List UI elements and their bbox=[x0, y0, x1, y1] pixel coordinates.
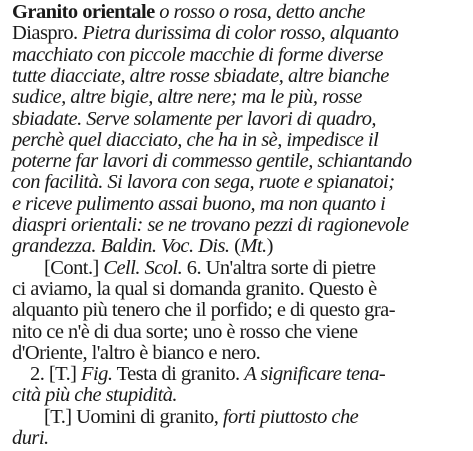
text-segment: ci aviamo, la qual si domanda granito. Questo è bbox=[12, 277, 377, 300]
text-segment: con facilità. Si lavora con sega, ruote e spianatoi; bbox=[12, 171, 395, 194]
text-segment: forti piuttosto che bbox=[222, 405, 359, 428]
text-segment: perchè quel diacciato, che ha in sè, impedisce il bbox=[12, 128, 379, 151]
text-line bbox=[12, 87, 362, 108]
text-line bbox=[12, 194, 385, 215]
text-segment: 6. Un'altra sorte di pietre bbox=[182, 256, 376, 279]
text-segment: ( bbox=[234, 235, 241, 258]
text-line bbox=[12, 66, 389, 87]
text-line bbox=[12, 2, 365, 23]
text-segment: Cell. Scol. bbox=[103, 256, 183, 279]
text-segment: sbiadate. Serve solamente per lavori di quadro, bbox=[12, 107, 376, 130]
text-line bbox=[12, 45, 383, 66]
text-segment: alquanto più tenero che il porfido; e di questo gra- bbox=[12, 299, 395, 322]
text-segment: Pietra durissima di color rosso, alquanto bbox=[82, 22, 399, 45]
text-segment: 2. [T.] bbox=[30, 363, 82, 386]
text-segment: diaspri orientali: se ne trovano pezzi di ragionevole bbox=[12, 214, 409, 236]
text-line bbox=[12, 343, 260, 364]
text-line bbox=[12, 279, 377, 300]
text-segment: Diaspro. bbox=[12, 22, 83, 45]
text-segment: , bbox=[266, 1, 276, 23]
text-line bbox=[12, 151, 412, 172]
text-segment: o rosso o rosa bbox=[154, 1, 267, 23]
text-segment: d'Oriente, l'altro è bianco e nero. bbox=[12, 341, 261, 364]
text-segment: [Cont.] bbox=[44, 256, 104, 279]
text-segment: Fig. bbox=[81, 363, 113, 386]
text-segment: detto anche bbox=[275, 1, 365, 23]
text-line bbox=[12, 23, 398, 44]
text-line bbox=[12, 172, 394, 193]
text-line bbox=[12, 428, 49, 449]
text-segment: Uomini di granito, bbox=[76, 405, 223, 428]
text-line bbox=[12, 322, 358, 343]
text-line bbox=[12, 130, 378, 151]
text-line bbox=[44, 407, 358, 428]
text-line bbox=[44, 258, 375, 279]
text-segment: Testa di granito. bbox=[112, 363, 245, 386]
text-segment: macchiato con piccole macchie di forme diverse bbox=[12, 43, 383, 66]
text-segment: nito ce n'è di dua sorte; uno è rosso che viene bbox=[12, 320, 358, 343]
text-segment: ) bbox=[266, 235, 273, 258]
text-segment: [T.] bbox=[44, 405, 77, 428]
text-segment: A significare tena- bbox=[244, 363, 386, 386]
text-line bbox=[30, 364, 385, 385]
text-segment: grandezza. Baldin. Voc. Dis. bbox=[12, 235, 235, 258]
text-line bbox=[12, 215, 409, 236]
text-segment: Granito orientale bbox=[12, 1, 155, 23]
text-segment: poterne far lavori di commesso gentile, schiantando bbox=[12, 150, 412, 173]
text-segment: sudice, altre bigie, altre nere; ma le più, rosse bbox=[12, 86, 362, 109]
text-line bbox=[12, 385, 177, 406]
text-segment: cità più che stupidità. bbox=[12, 384, 177, 407]
text-line bbox=[12, 300, 395, 321]
text-segment: e riceve pulimento assai buono, ma non quanto i bbox=[12, 192, 386, 215]
text-line bbox=[12, 236, 273, 257]
text-segment: Mt. bbox=[240, 235, 267, 258]
text-segment: tutte diacciate, altre rosse sbiadate, altre bianche bbox=[12, 64, 389, 87]
text-segment: duri. bbox=[12, 427, 49, 449]
text-line bbox=[12, 109, 376, 130]
